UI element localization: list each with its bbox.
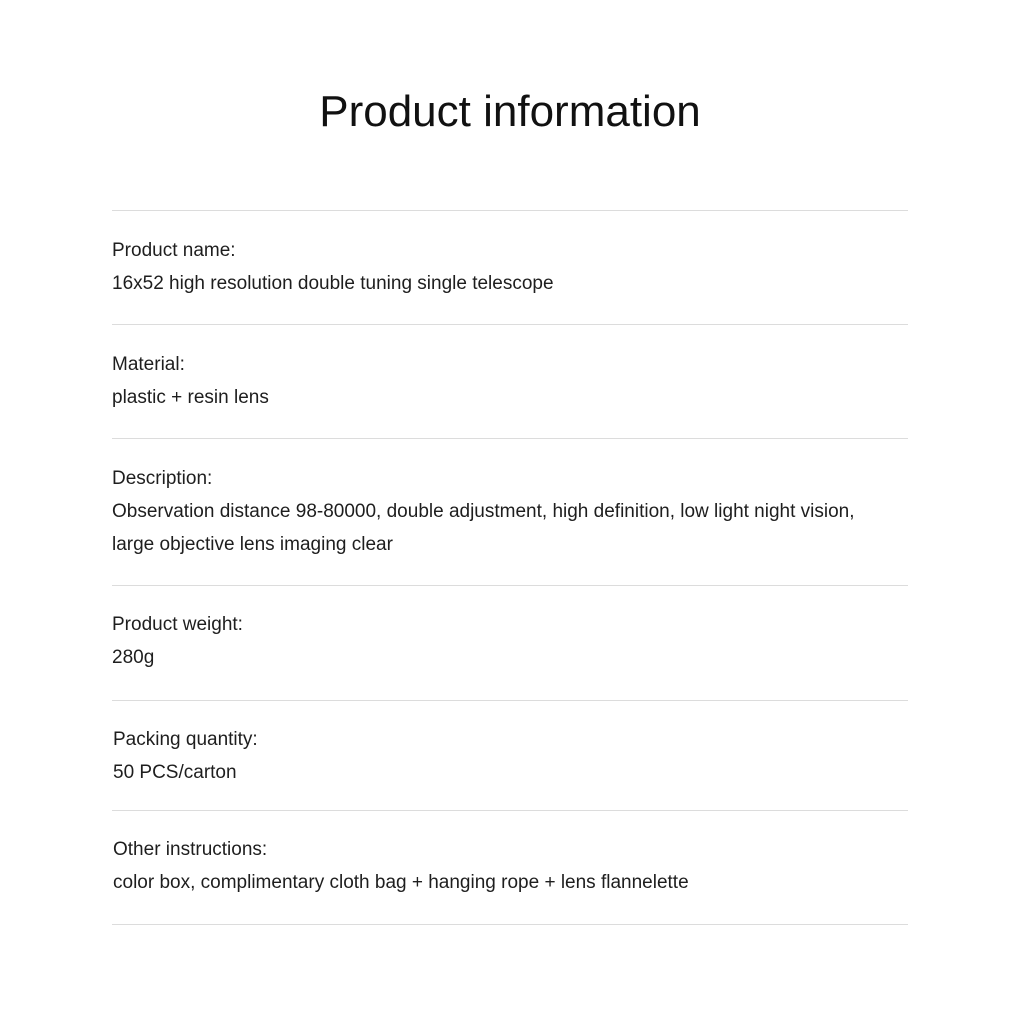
divider: [112, 585, 908, 586]
other-instructions-label: Other instructions:: [113, 839, 268, 860]
packing-quantity-value: 50 PCS/carton: [113, 762, 237, 783]
packing-quantity-label: Packing quantity:: [113, 729, 258, 750]
product-name-label: Product name:: [112, 240, 236, 261]
product-weight-value: 280g: [112, 647, 155, 668]
material-value: plastic + resin lens: [112, 387, 269, 408]
description-label: Description:: [112, 468, 213, 489]
divider: [112, 924, 908, 925]
material-label: Material:: [112, 354, 185, 375]
divider: [112, 700, 908, 701]
divider: [112, 324, 908, 325]
description-value-line-2: large objective lens imaging clear: [112, 534, 393, 555]
divider: [112, 438, 908, 439]
other-instructions-value: color box, complimentary cloth bag + hanging rope + lens flannelette: [113, 872, 689, 893]
divider: [112, 810, 908, 811]
divider: [112, 210, 908, 211]
product-name-value: 16x52 high resolution double tuning single telescope: [112, 273, 554, 294]
description-value-line-1: Observation distance 98-80000, double adjustment, high definition, low light night vision,: [112, 501, 855, 522]
product-weight-label: Product weight:: [112, 614, 243, 635]
page-title: Product information: [319, 87, 701, 136]
